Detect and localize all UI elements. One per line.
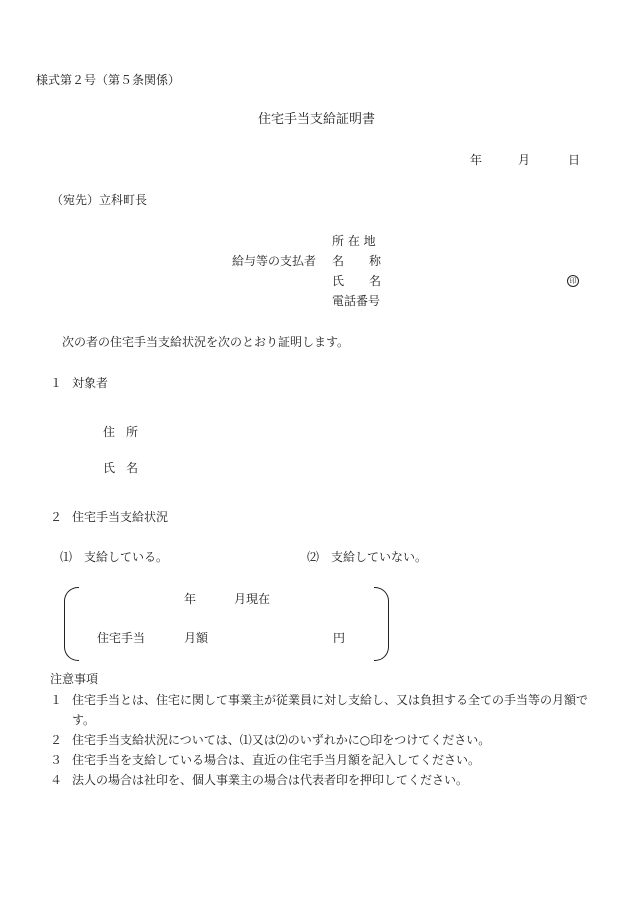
subject-address-label-2: 所 (126, 425, 139, 439)
date-month-label: 月 (518, 153, 531, 167)
subject-name-label-2: 名 (126, 461, 139, 475)
note-number: ３ (50, 753, 63, 767)
note-item (50, 750, 610, 770)
note-item (50, 770, 610, 790)
left-bracket (64, 587, 79, 661)
form-number: 様式第２号（第５条関係） (36, 73, 181, 87)
note-number: ２ (50, 733, 63, 747)
section2-number: ２ (50, 510, 63, 524)
payer-location-label: 所 在 地 (332, 234, 376, 248)
box-monthly-label: 月額 (184, 631, 209, 645)
option-not-paying: ⑵ 支給していない。 (307, 550, 428, 564)
note-item (50, 730, 610, 750)
notes-heading: 注意事項 (50, 672, 99, 686)
date-year-label: 年 (470, 153, 483, 167)
note-number: １ (50, 693, 63, 707)
box-yen-label: 円 (333, 631, 346, 645)
seal-mark-icon: 印 (567, 275, 579, 287)
addressee: （宛先）立科町長 (51, 193, 148, 207)
note-number: ４ (50, 773, 63, 787)
option-paying: ⑴ 支給している。 (60, 550, 169, 564)
payer-phone-label: 電話番号 (332, 294, 381, 308)
payer-person-label-1: 氏 (332, 274, 345, 288)
payer-person-label-2: 名 (369, 274, 382, 288)
payer-name-label-1: 名 (332, 254, 345, 268)
payer-group-label: 給与等の支払者 (232, 254, 317, 268)
note-text: 住宅手当とは、住宅に関して事業主が従業員に対し支給し、又は負担する全ての手当等の月額です。 (72, 693, 589, 727)
right-bracket (374, 587, 389, 661)
subject-name-label-1: 氏 (103, 461, 116, 475)
box-year-label: 年 (184, 592, 197, 606)
document-title: 住宅手当支給証明書 (258, 112, 376, 127)
intro-text: 次の者の住宅手当支給状況を次のとおり証明します。 (62, 335, 350, 349)
note-text: 法人の場合は社印を、個人事業主の場合は代表者印を押印してください。 (72, 773, 469, 787)
box-as-of-label: 月現在 (234, 592, 271, 606)
section1-number: １ (50, 376, 63, 390)
note-text: 住宅手当支給状況については、⑴又は⑵のいずれかに○印をつけてください。 (72, 733, 491, 747)
note-item (50, 690, 610, 730)
box-allowance-label: 住宅手当 (97, 631, 146, 645)
payer-name-label-2: 称 (369, 254, 382, 268)
subject-address-label-1: 住 (103, 425, 116, 439)
notes-list (50, 690, 610, 790)
section1-title: 対象者 (72, 376, 109, 390)
section2-title: 住宅手当支給状況 (72, 510, 169, 524)
date-day-label: 日 (568, 153, 581, 167)
note-text: 住宅手当を支給している場合は、直近の住宅手当月額を記入してください。 (72, 753, 481, 767)
